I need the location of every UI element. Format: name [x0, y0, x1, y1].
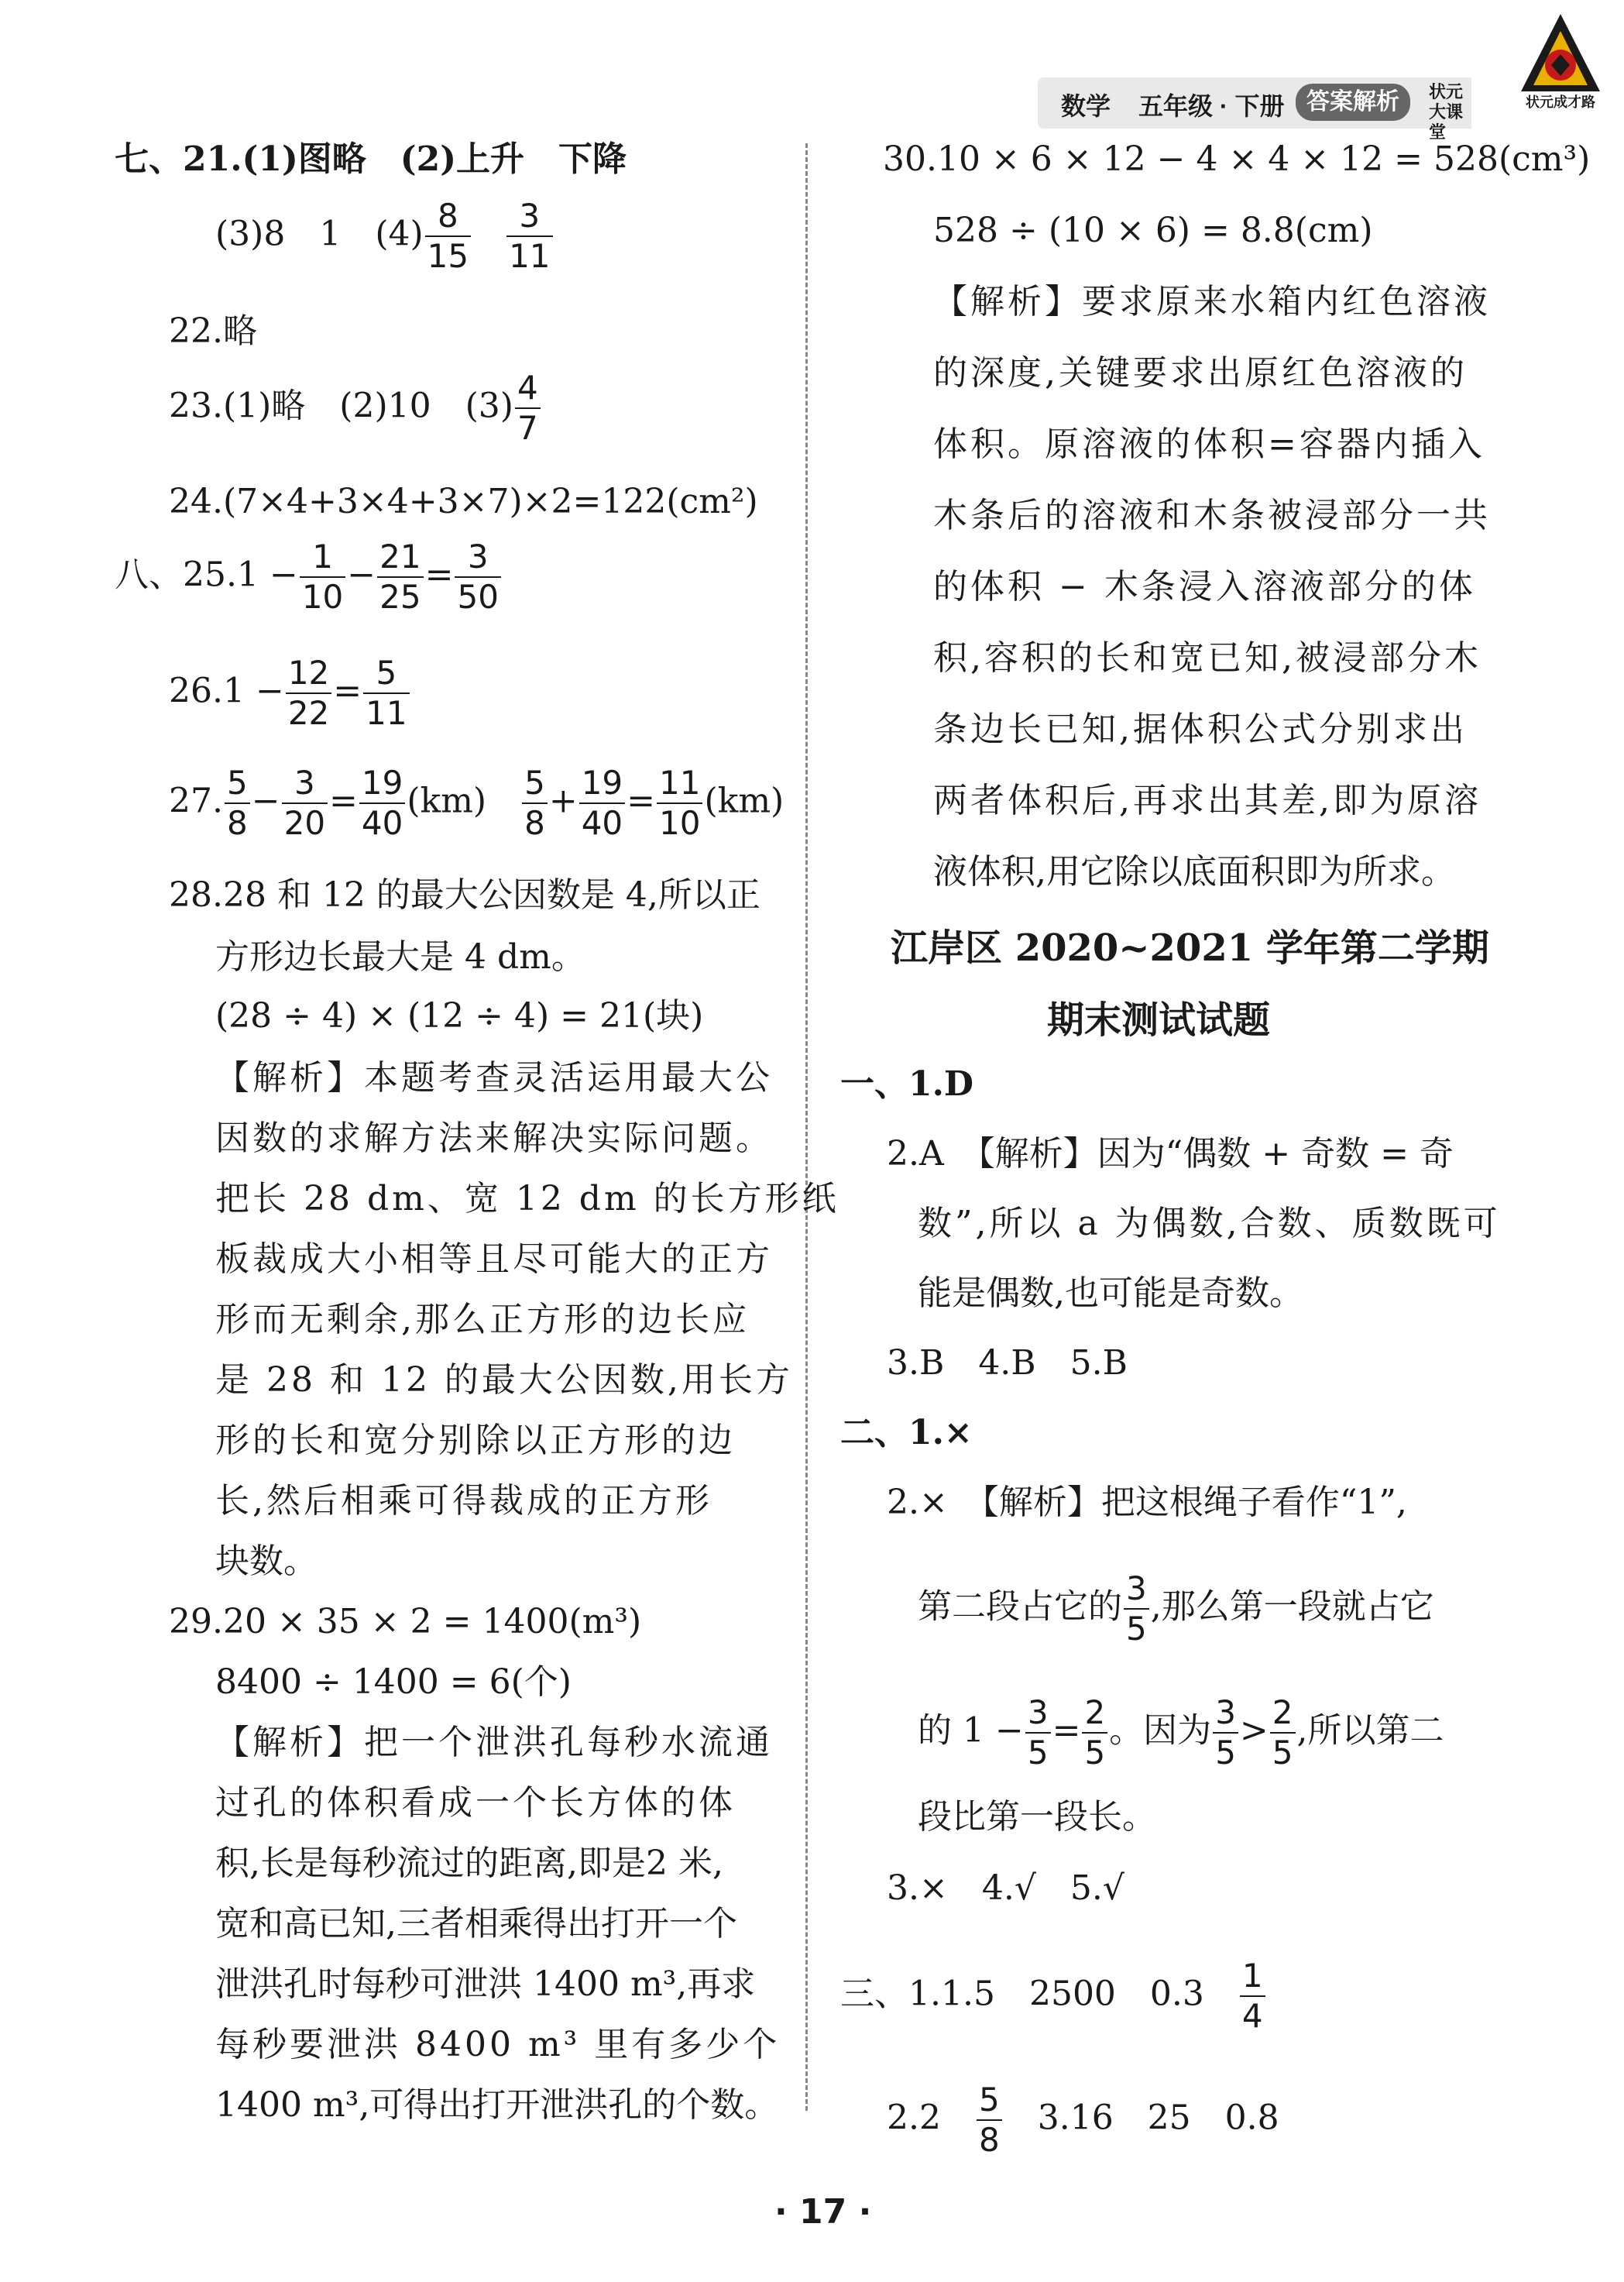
- answer-line: 528 ÷ (10 × 6) = 8.8(cm): [933, 211, 1373, 250]
- answer-line: (28 ÷ 4) × (12 ÷ 4) = 21(块): [215, 996, 704, 1036]
- answer-line: 26.1 − $\frac{12}{22}$ = $\frac{5}{11}$: [169, 657, 411, 730]
- answer-line: (3)8 1 (4) $\frac{8}{15}$ $\frac{3}{11}$: [215, 200, 554, 273]
- answer-line: 把长 28 dm、宽 12 dm 的长方形纸: [215, 1179, 839, 1218]
- answer-line: 的 1 − $\frac{3}{5}$ = $\frac{2}{5}$ 。因为 $\frac{3}{5}$ > $\frac{2}{5}$ ,所以第二: [918, 1693, 1444, 1772]
- header-subject: 数学: [1061, 92, 1111, 120]
- answer-line: 条边长已知,据体积公式分别求出: [933, 710, 1468, 749]
- answer-line: 3.× 4.√ 5.√: [887, 1868, 1124, 1908]
- answer-line: 三、1.1.5 2500 0.3 $\frac{1}{4}$: [840, 1960, 1267, 2033]
- answer-line: 2.2 $\frac{5}{8}$ 3.16 25 0.8: [887, 2081, 1279, 2159]
- answer-line: 29.20 × 35 × 2 = 1400(m³): [169, 1602, 642, 1641]
- answer-line: 体积。原溶液的体积=容器内插入: [933, 424, 1485, 464]
- header-grade: 五年级 · 下册: [1138, 92, 1285, 120]
- brand-logo-icon: [1518, 11, 1603, 96]
- answer-line: 一、1.D: [840, 1064, 974, 1104]
- answer-line: 28.28 和 12 的最大公因数是 4,所以正: [169, 875, 760, 915]
- answer-line: 长,然后相乘可得裁成的正方形: [215, 1481, 712, 1521]
- answer-line: 2.× 【解析】把这根绳子看作“1”,: [887, 1483, 1407, 1522]
- answer-line: 的体积 − 木条浸入溶液部分的体: [933, 567, 1476, 607]
- answer-line: 宽和高已知,三者相乘得出打开一个: [215, 1904, 737, 1943]
- answer-line: 形的长和宽分别除以正方形的边: [215, 1421, 736, 1460]
- answer-line: 22.略: [169, 311, 257, 351]
- section-title: 江岸区 2020~2021 学年第二学期: [891, 926, 1489, 970]
- answer-line: 形而无剩余,那么正方形的边长应: [215, 1300, 750, 1339]
- page-number: · 17 ·: [774, 2192, 872, 2232]
- answer-line: 是 28 和 12 的最大公因数,用长方: [215, 1360, 793, 1400]
- answer-line: 27. $\frac{5}{8}$ − $\frac{3}{20}$ = $\frac{19}{40}$ (km) $\frac{5}{8}$ + $\frac{19}{40}$ = $\frac{11}{10}$ (km): [169, 764, 785, 842]
- header-tag: 答案解析: [1296, 84, 1410, 121]
- answer-line: 二、1.×: [840, 1413, 973, 1452]
- answer-line: 8400 ÷ 1400 = 6(个): [215, 1662, 572, 1702]
- answer-line: 积,长是每秒流过的距离,即是2 米,: [215, 1844, 723, 1883]
- answer-line: 因数的求解方法来解决实际问题。: [215, 1119, 773, 1158]
- brand-name: 状元成才路: [1526, 95, 1595, 110]
- answer-line: 24.(7×4+3×4+3×7)×2=122(cm²): [169, 482, 758, 521]
- answer-line: 23.(1)略 (2)10 (3) $\frac{4}{7}$: [169, 372, 542, 445]
- answer-line: 板裁成大小相等且尽可能大的正方: [215, 1239, 773, 1279]
- answer-line: 两者体积后,再求出其差,即为原溶: [933, 781, 1482, 820]
- answer-line: 段比第一段长。: [918, 1797, 1156, 1837]
- answer-line: 3.B 4.B 5.B: [887, 1343, 1128, 1383]
- answer-line: 泄洪孔时每秒可泄洪 1400 m³,再求: [215, 1964, 756, 2004]
- hand-logo: 状元大课堂: [1429, 82, 1464, 142]
- answer-line: 八、25.1 − $\frac{1}{10}$ − $\frac{21}{25}$ = $\frac{3}{50}$: [115, 541, 503, 613]
- answer-line: 2.A 【解析】因为“偶数 + 奇数 = 奇: [887, 1134, 1454, 1174]
- answer-line: 每秒要泄洪 8400 m³ 里有多少个: [215, 2025, 781, 2064]
- answer-line: 过孔的体积看成一个长方体的体: [215, 1783, 736, 1823]
- answer-line: 方形边长最大是 4 dm。: [215, 937, 585, 977]
- column-divider: [805, 143, 808, 2111]
- answer-line: 块数。: [215, 1541, 318, 1581]
- header-bar: [1038, 77, 1471, 142]
- answer-line: 能是偶数,也可能是奇数。: [918, 1273, 1303, 1313]
- answer-line: 七、21.(1)图略 (2)上升 下降: [115, 139, 627, 179]
- answer-line: 数”,所以 a 为偶数,合数、质数既可: [918, 1204, 1501, 1243]
- answer-line: 第二段占它的 $\frac{3}{5}$ ,那么第一段就占它: [918, 1569, 1434, 1648]
- answer-line: 30.10 × 6 × 12 − 4 × 4 × 12 = 528(cm³): [883, 139, 1591, 179]
- answer-line: 【解析】把一个泄洪孔每秒水流通: [215, 1723, 773, 1762]
- answer-line: 1400 m³,可得出打开泄洪孔的个数。: [215, 2085, 779, 2125]
- answer-line: 积,容积的长和宽已知,被浸部分木: [933, 638, 1482, 678]
- section-subtitle: 期末测试试题: [1047, 998, 1271, 1042]
- answer-line: 液体积,用它除以底面积即为所求。: [933, 852, 1455, 892]
- answer-line: 木条后的溶液和木条被浸部分一共: [933, 496, 1491, 535]
- answer-line: 的深度,关键要求出原红色溶液的: [933, 353, 1468, 393]
- answer-line: 【解析】本题考查灵活运用最大公: [215, 1058, 773, 1098]
- answer-line: 【解析】要求原来水箱内红色溶液: [933, 282, 1491, 321]
